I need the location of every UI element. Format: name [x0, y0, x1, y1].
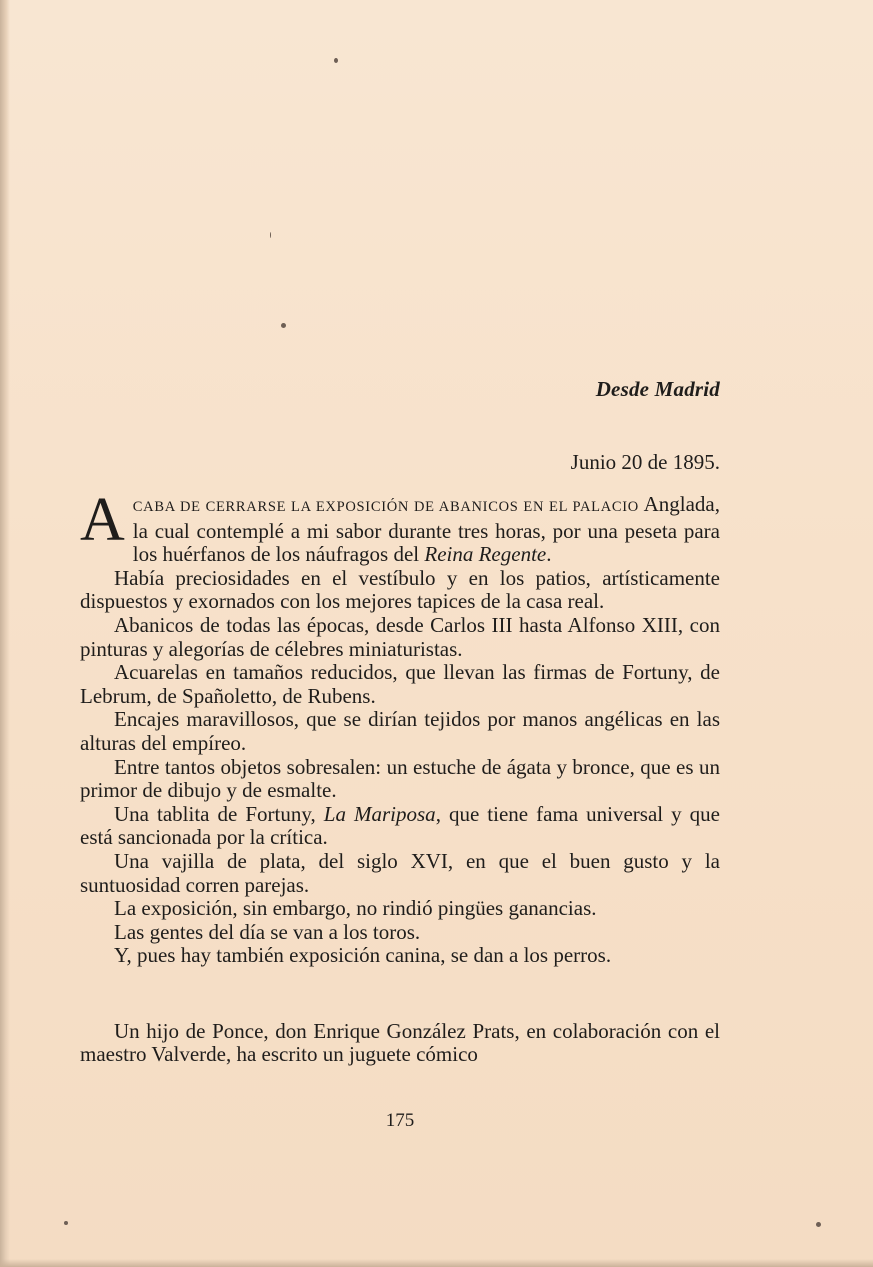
paper-speck: [281, 323, 286, 328]
opening-end: .: [546, 542, 552, 567]
section-heading: Desde Madrid: [595, 377, 720, 401]
opening-text: Anglada, la cual contemplé a mi sabor durante tres horas, por una peseta para los huérfanos de los náufragos del: [132, 492, 720, 567]
paragraph: Había preciosidades en el vestíbulo y en los patios, artísticamente dispuestos y exornados con los mejores tapices de la casa real.: [80, 565, 720, 614]
page-bottom-edge-shadow: [0, 1259, 873, 1267]
section-gap: [80, 968, 720, 1020]
paragraph: La exposición, sin embargo, no rindió pingües ganancias.: [114, 896, 597, 921]
paragraph: Abanicos de todas las épocas, desde Carlos III hasta Alfonso XIII, con pinturas y alegorías de célebres miniaturistas.: [80, 612, 720, 661]
paper-speck: [270, 232, 271, 238]
mariposa-after: , que tiene fama universal y que está sancionada por la crítica.: [80, 801, 720, 850]
paragraph: Entre tantos objetos sobresalen: un estuche de ágata y bronce, que es un primor de dibujo y de esmalte.: [80, 754, 720, 803]
mariposa-paragraph: [80, 803, 720, 850]
paper-speck: [334, 58, 338, 63]
ship-name: Reina Regente: [424, 542, 547, 567]
opening-paragraph: [80, 486, 720, 567]
paragraph: Las gentes del día se van a los toros.: [114, 919, 421, 944]
opening-smallcaps: CABA DE CERRARSE LA EXPOSICIÓN DE ABANICOS EN EL PALACIO: [132, 499, 639, 515]
letter-date: Junio 20 de 1895.: [570, 450, 720, 474]
drop-cap: A: [80, 486, 125, 554]
paragraph: Acuarelas en tamaños reducidos, que llevan las firmas de Fortuny, de Lebrum, de Spañoletto, de Rubens.: [80, 660, 720, 708]
mariposa-before: Una tablita de Fortuny,: [114, 801, 324, 826]
paragraph: Encajes maravillosos, que se dirían tejidos por manos angélicas en las alturas del empíreo.: [80, 707, 720, 755]
paragraph: Y, pues hay también exposición canina, se dan a los perros.: [114, 943, 612, 968]
paper-speck: [816, 1222, 821, 1227]
article-body: [80, 486, 720, 1067]
page-number: 175: [385, 1110, 415, 1131]
paper-speck: [64, 1221, 68, 1225]
second-section-paragraph: Un hijo de Ponce, don Enrique González Prats, en colaboración con el maestro Valverde, ha escrito un juguete cómico: [80, 1018, 720, 1067]
page-left-edge-shadow: [0, 0, 10, 1267]
paragraph: Una vajilla de plata, del siglo XVI, en que el buen gusto y la suntuosidad corren parejas.: [80, 848, 720, 897]
painting-title: La Mariposa: [323, 801, 436, 826]
